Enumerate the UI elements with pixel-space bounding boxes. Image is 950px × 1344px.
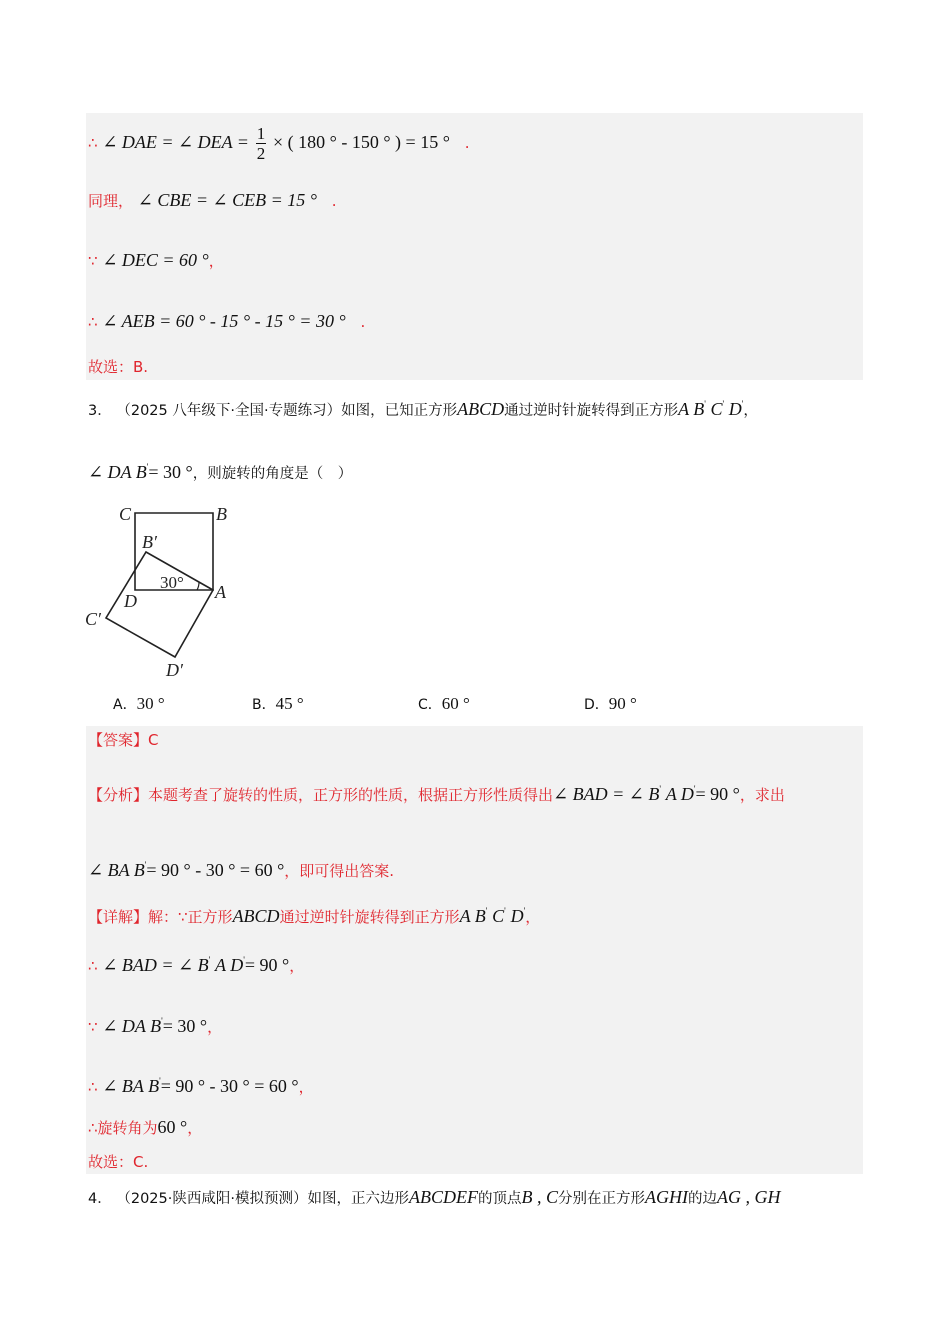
prev-final-choice: 故选：B. [88,358,149,376]
answer-value: C [148,731,159,749]
label-d-prime: D′ [166,660,183,680]
question-number: 3． [88,403,112,419]
question-3-line-1: 3． （2025 八年级下·全国·专题练习）如图，已知正方形ABCD通过逆时针旋转得到正方形A B' C' D'， [88,399,758,419]
prev-line-4: ∴ ∠ AEB = 60 ° - 15 ° - 15 ° = 30 ° . [88,311,366,331]
because-symbol: ∵ [88,252,98,270]
label-angle-30: 30° [160,573,184,592]
label-a: A [215,582,226,602]
detail-line-2: ∴ ∠ BAD = ∠ B' A D'= 90 °， [88,955,305,975]
fraction-half: $\frac{1}{2}$ [256,124,266,163]
rotation-figure [80,500,260,685]
question-3-line-2: ∠ DA B'= 30 °，则旋转的角度是（ ） [88,462,353,482]
detail-line-5: ∴旋转角为60 °， [88,1117,203,1137]
question-source: （2025 八年级下·全国·专题练习） [116,403,342,419]
prev-line-2: 同理， ∠ CBE = ∠ CEB = 15 ° . [88,190,337,210]
analysis-tag: 【分析】 [88,786,149,804]
answer-line [88,730,159,750]
detail-tag: 【详解】 [88,908,149,926]
option-b[interactable]: B．45 ° [252,694,304,713]
detail-line-4: ∴ ∠ BA B'= 90 ° - 30 ° = 60 °， [88,1076,314,1096]
question-4-line-1: 4． （2025·陕西咸阳·模拟预测）如图，正六边形ABCDEF的顶点B , C分别在正方形AGHI的边AG , GH [88,1187,781,1207]
detail-line-1: 【详解】解：∵正方形ABCD通过逆时针旋转得到正方形A B' C' D'， [88,906,541,926]
label-c: C [119,504,132,524]
therefore-symbol: ∴ [88,313,98,331]
square-ab'c'd' [106,552,213,657]
option-d[interactable]: D．90 ° [584,694,637,713]
option-c[interactable]: C．60 ° [418,694,470,713]
answer-tag: 【答案】 [88,731,149,749]
detail-line-3: ∵ ∠ DA B'= 30 °， [88,1016,223,1036]
prev-line-1: ∴ ∠ DAE = ∠ DEA = $\frac{1}{2}$ × ( 180 ° - 150 ° ) = 15 ° . [88,124,470,163]
question-source: （2025·陕西咸阳·模拟预测） [116,1191,308,1207]
therefore-symbol: ∴ [88,134,98,152]
label-d: D [124,591,137,611]
option-a[interactable]: A．30 ° [113,694,165,713]
prev-line-3: ∵ ∠ DEC = 60 °， [88,250,224,270]
question-number: 4． [88,1191,112,1207]
analysis-line-2: ∠ BA B'= 90 ° - 30 ° = 60 °，即可得出答案. [88,860,395,880]
label-b: B [216,504,227,524]
analysis-line-1: 【分析】本题考查了旋转的性质，正方形的性质，根据正方形性质得出∠ BAD = ∠ B' A D'= 90 °，求出 [88,784,785,804]
label-b-prime: B′ [142,532,157,552]
label-c-prime: C′ [85,609,101,629]
final-choice: 故选：C. [88,1153,149,1171]
